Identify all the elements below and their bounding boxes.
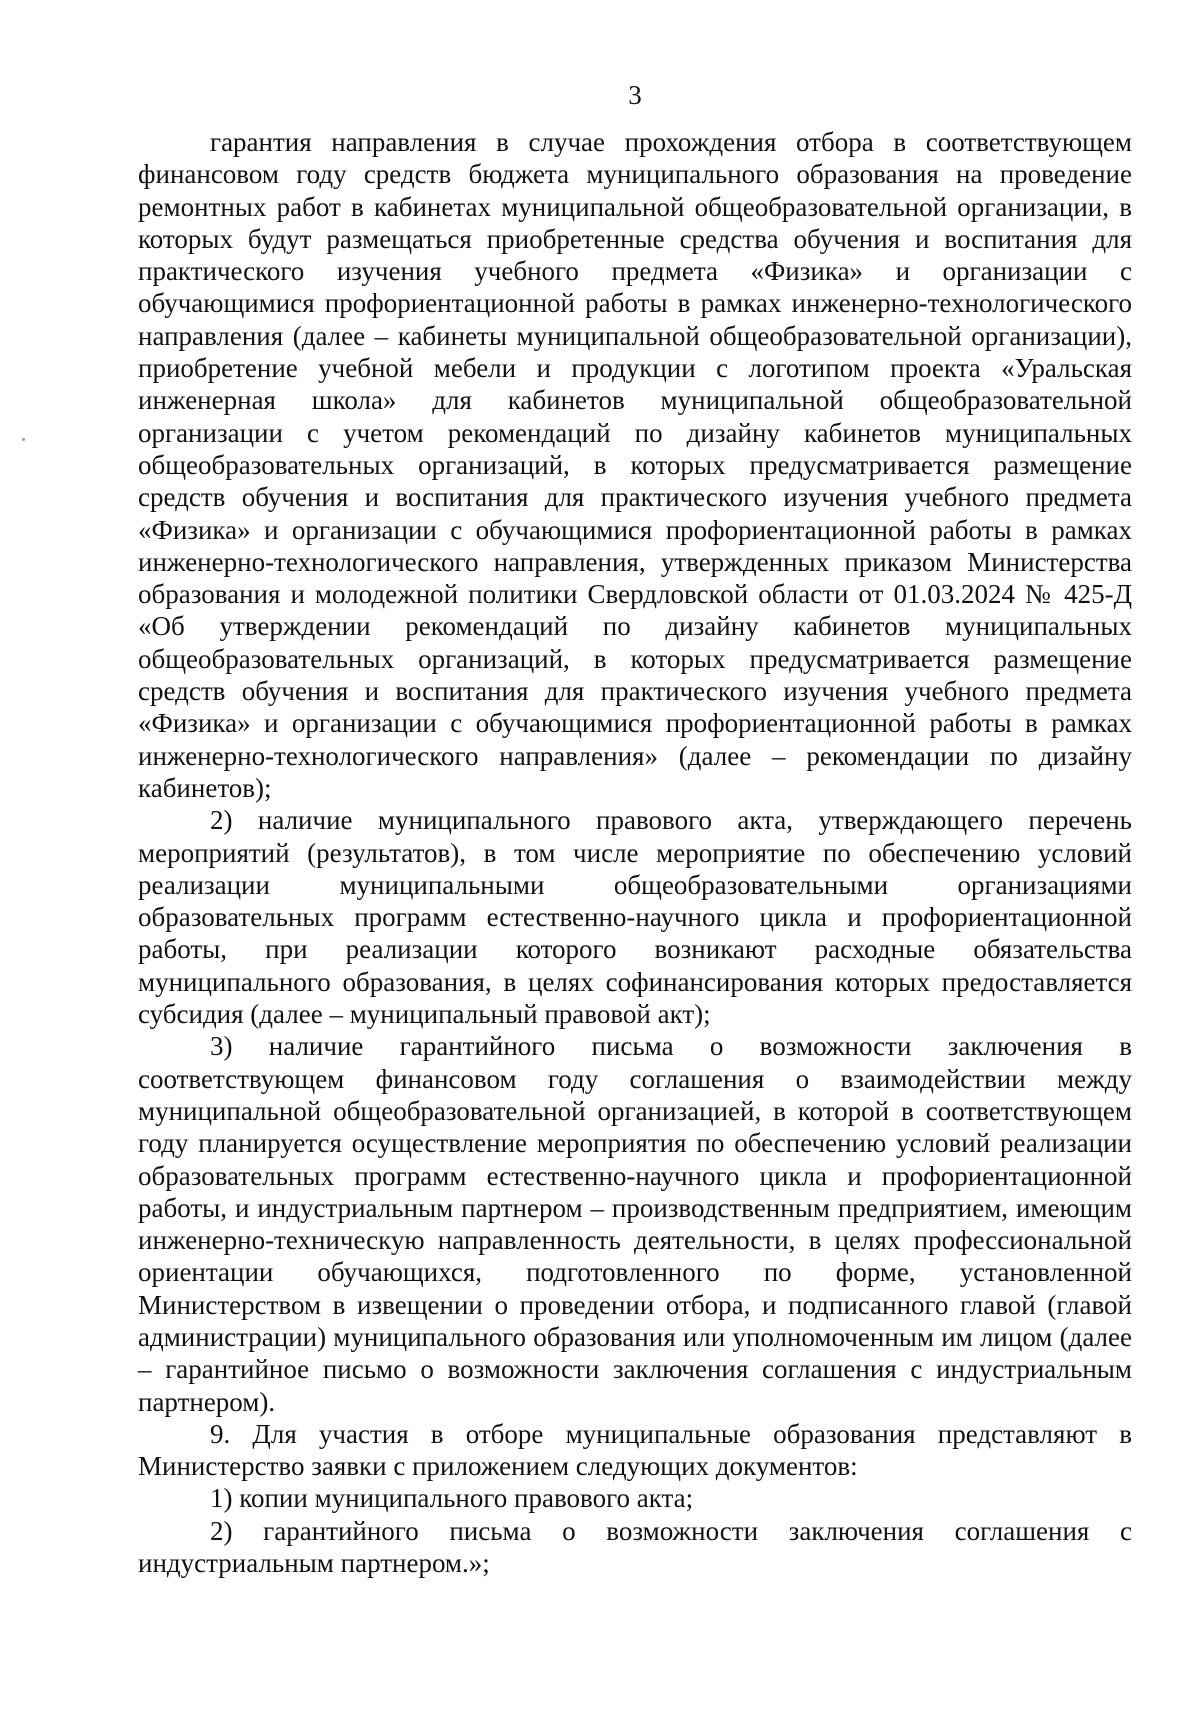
document-body (138, 126, 1132, 1579)
paragraph-section-9: 9. Для участия в отборе муниципальные образования представляют в Министерство заявки с приложением следующих документов: (138, 1418, 1132, 1482)
page-number: 3 (628, 80, 642, 110)
paragraph-list-item-2: 2) гарантийного письма о возможности заключения соглашения с индустриальным партнером.»; (138, 1515, 1132, 1579)
paragraph-item-2-legal-act: 2) наличие муниципального правового акта, утверждающего перечень мероприятий (результатов), в том числе мероприятие по обеспечению условий реализации муниципальными общеобразовательными организациями образовательных программ естественно-научного цикла и профориентационной работы, при реализации которого возникают расходные обязательства муниципального образования, в целях софинансирования которых предоставляется субсидия (далее – муниципальный правовой акт); (138, 805, 1132, 1030)
paragraph-guarantee-repair: гарантия направления в случае прохождения отбора в соответствующем финансовом году средств бюджета муниципального образования на проведение ремонтных работ в кабинетах муниципальной общеобразовательной организации, в которых будут размещаться приобретенные средства обучения и воспитания для практического изучения учебного предмета «Физика» и организации с обучающимися профориентационной работы в рамках инженерно-технологического направления (далее – кабинеты муниципальной общеобразовательной организации), приобретение учебной мебели и продукции с логотипом проекта «Уральская инженерная школа» для кабинетов муниципальной общеобразовательной организации с учетом рекомендаций по дизайну кабинетов муниципальных общеобразовательных организаций, в которых предусматривается размещение средств обучения и воспитания для практического изучения учебного предмета «Физика» и организации с обучающимися профориентационной работы в рамках инженерно-технологического направления, утвержденных приказом Министерства образования и молодежной политики Свердловской области от 01.03.2024 № 425-Д «Об утверждении рекомендаций по дизайну кабинетов муниципальных общеобразовательных организаций, в которых предусматривается размещение средств обучения и воспитания для практического изучения учебного предмета «Физика» и организации с обучающимися профориентационной работы в рамках инженерно-технологического направления» (далее – рекомендации по дизайну кабинетов); (138, 127, 1132, 803)
paragraph-list-item-1: 1) копии муниципального правового акта; (210, 1483, 694, 1514)
scan-speck (22, 438, 25, 441)
paragraph-item-3-guarantee-letter: 3) наличие гарантийного письма о возможности заключения в соответствующем финансовом году соглашения о взаимодействии между муниципальной общеобразовательной организацией, в которой в соответствующем году планируется осуществление мероприятия по обеспечению условий реализации образовательных программ естественно-научного цикла и профориентационной работы, и индустриальным партнером – производственным предприятием, имеющим инженерно-техническую направленность деятельности, в целях профессиональной ориентации обучающихся, подготовленного по форме, установленной Министерством в извещении о проведении отбора, и подписанного главой (главой администрации) муниципального образования или уполномоченным им лицом (далее – гарантийное письмо о возможности заключения соглашения с индустриальным партнером). (138, 1031, 1132, 1417)
